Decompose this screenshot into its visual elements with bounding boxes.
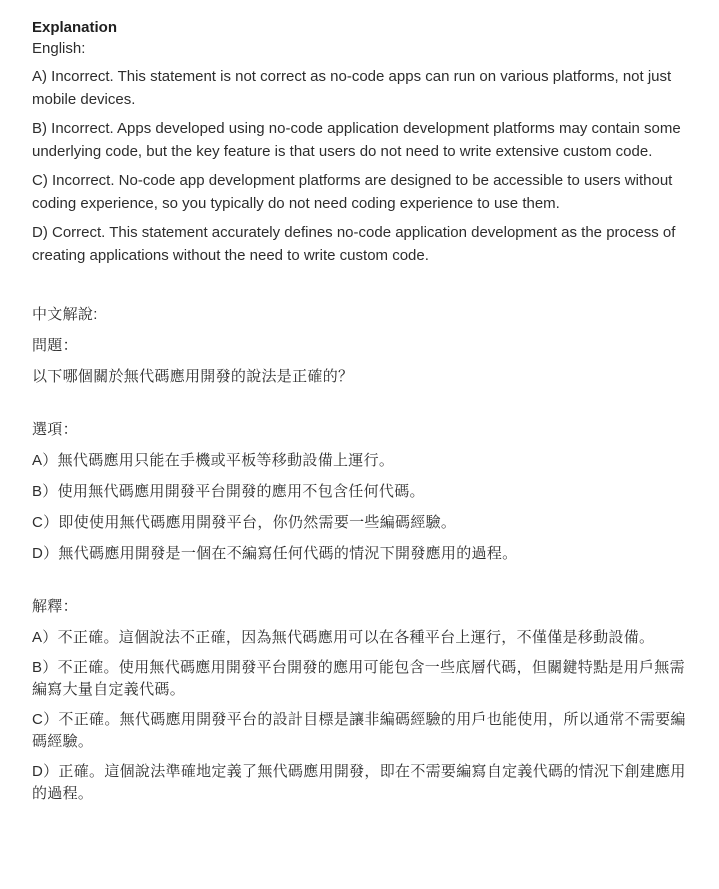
english-explanation-d: D) Correct. This statement accurately defines no-code application development as the process of creating applications without the need to write custom code. (32, 224, 676, 264)
english-label: English: (32, 40, 86, 57)
option-c: C）即使使用無代碼應用開發平台，你仍然需要一些編碼經驗。 (32, 514, 457, 531)
english-explanation-c: C) Incorrect. No-code app development platforms are designed to be accessible to users without coding experience, so you typically do not need coding experience to use them. (32, 172, 673, 212)
option-d: D）無代碼應用開發是一個在不編寫任何代碼的情況下開發應用的過程。 (32, 545, 518, 562)
section-spacer (32, 574, 687, 596)
option-a: A）無代碼應用只能在手機或平板等移動設備上運行。 (32, 452, 395, 469)
chinese-label: 中文解說: (32, 306, 98, 323)
explanation-heading: Explanation (32, 19, 118, 36)
question-text: 以下哪個關於無代碼應用開發的說法是正確的？ (32, 368, 354, 385)
question-label: 問題： (32, 337, 78, 354)
chinese-explanation-a: A）不正確。這個說法不正確，因為無代碼應用可以在各種平台上運行，不僅僅是移動設備。 (32, 629, 655, 646)
section-spacer (32, 274, 687, 304)
english-explanation-a: A) Incorrect. This statement is not correct as no-code apps can run on various platforms, not just mobile devices. (32, 68, 672, 108)
options-label: 選項： (32, 421, 78, 438)
chinese-section (32, 304, 687, 805)
english-explanations (32, 66, 687, 267)
chinese-explanation-c: C）不正確。無代碼應用開發平台的設計目標是讓非編碼經驗的用戶也能使用，所以通常不需要編碼經驗。 (32, 711, 686, 750)
option-b: B）使用無代碼應用開發平台開發的應用不包含任何代碼。 (32, 483, 425, 500)
english-explanation-b: B) Incorrect. Apps developed using no-code application development platforms may contain some underlying code, but the key feature is that users do not need to write extensive custom code. (32, 120, 681, 160)
chinese-explanation-d: D）正確。這個說法準確地定義了無代碼應用開發，即在不需要編寫自定義代碼的情況下創建應用的過程。 (32, 763, 686, 802)
chinese-explanation-label: 解釋： (32, 598, 78, 615)
chinese-explanation-b: B）不正確。使用無代碼應用開發平台開發的應用可能包含一些底層代碼，但關鍵特點是用戶無需編寫大量自定義代碼。 (32, 659, 685, 698)
section-spacer (32, 397, 687, 419)
